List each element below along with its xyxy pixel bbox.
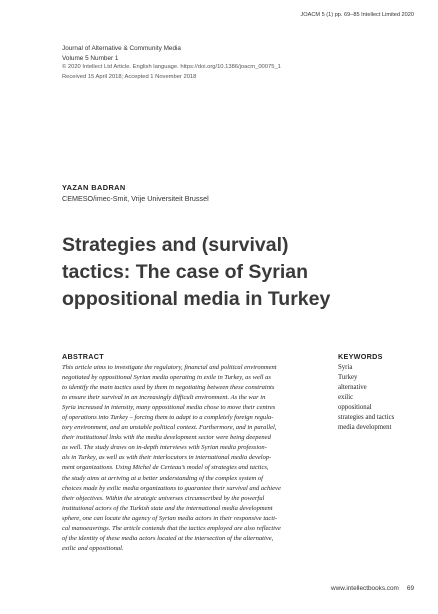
abstract-line: negotiated by oppositional Syrian media operating in exile in Turkey, as well as bbox=[62, 374, 271, 382]
abstract-line: institutional actors of the Turkish state and the international media development bbox=[62, 504, 273, 512]
abstract-line: of operations into Turkey – forcing them to adapt to a completely foreign regula- bbox=[62, 414, 274, 422]
journal-name: Journal of Alternative & Community Media bbox=[62, 45, 181, 52]
keyword-item: Turkey bbox=[338, 374, 358, 382]
abstract-line: their objectives. Within the strategic universes circumscribed by the powerful bbox=[62, 494, 265, 502]
page-number: 69 bbox=[406, 585, 414, 592]
keywords-list bbox=[338, 363, 430, 433]
abstract-line: the study aims at arriving at a better understanding of the complex system of bbox=[62, 474, 263, 482]
abstract-line: their institutional links with the media development sector were being deepened bbox=[62, 434, 271, 442]
keyword-item: alternative bbox=[338, 384, 367, 392]
abstract-line: to identify the main tactics used by them in negotiating between these constraints bbox=[62, 384, 275, 392]
abstract-line: This article aims to investigate the regulatory, financial and political environment bbox=[62, 364, 277, 371]
publisher-website: www.intellectbooks.com bbox=[331, 585, 399, 592]
abstract-body bbox=[62, 363, 328, 554]
abstract-line: Syria increased in intensity, many oppositional media chose to move their centres bbox=[62, 404, 276, 412]
keywords-heading: KEYWORDS bbox=[338, 352, 383, 361]
keyword-item: exilic bbox=[338, 394, 354, 402]
abstract-line: als in Turkey, as well as with their interlocutors in international media develop- bbox=[62, 454, 272, 462]
running-head: JOACM 5 (1) pp. 69–85 Intellect Limited 2020 bbox=[300, 12, 414, 18]
abstract-line: cal manoeuvrings. The article contends that the tactics employed are also reflective bbox=[62, 524, 281, 532]
author-name: YAZAN BADRAN bbox=[62, 183, 126, 192]
abstract-line: to ensure their survival in an increasingly difficult environment. As the war in bbox=[62, 394, 266, 402]
abstract-line: exilic and oppositional. bbox=[62, 544, 124, 552]
received-dates: Received 15 April 2018; Accepted 1 November 2018 bbox=[62, 73, 197, 80]
abstract-line: choices made by exilic media organizations to guarantee their survival and achieve bbox=[62, 484, 281, 492]
abstract-heading: ABSTRACT bbox=[62, 352, 104, 361]
keyword-item: Syria bbox=[338, 364, 353, 371]
abstract-line: ment organizations. Using Michel de Certeau’s model of strategies and tactics, bbox=[62, 464, 269, 472]
journal-meta bbox=[62, 44, 392, 82]
page-footer bbox=[331, 585, 414, 592]
abstract-line: sphere, one can locate the agency of Syrian media actors in their responsive tacti- bbox=[62, 514, 278, 522]
abstract-line: of the identity of these media actors located at the intersection of the alternative, bbox=[62, 534, 274, 542]
abstract-line: tory environment, and an unstable political context. Furthermore, and in parallel, bbox=[62, 424, 277, 432]
keyword-item: media development bbox=[338, 424, 392, 432]
keyword-item: strategies and tactics bbox=[338, 414, 395, 422]
abstract-line: as well. The study draws on in-depth interviews with Syrian media profession- bbox=[62, 444, 267, 452]
author-affiliation: CEMESO/imec-Smit, Vrije Universiteit Brussel bbox=[62, 194, 209, 203]
article-title: Strategies and (survival) tactics: The case of Syrian oppositional media in Turkey bbox=[62, 234, 331, 310]
author-block bbox=[62, 182, 392, 204]
journal-volume: Volume 5 Number 1 bbox=[62, 54, 119, 62]
keyword-item: oppositional bbox=[338, 404, 372, 412]
copyright-line: © 2020 Intellect Ltd Article. English language. https://doi.org/10.1386/joacm_00075_1 bbox=[62, 64, 281, 70]
